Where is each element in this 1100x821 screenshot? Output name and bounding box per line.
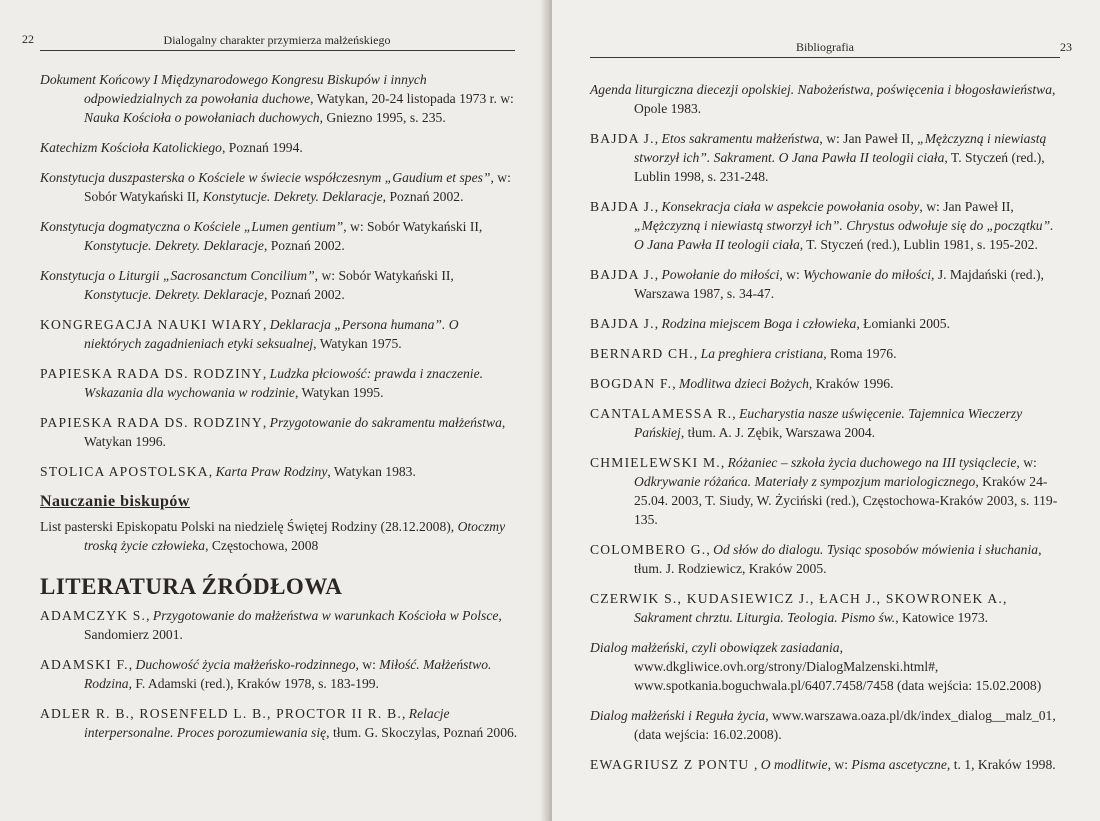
- entry-text: , Gniezno 1995, s. 235.: [319, 110, 446, 125]
- bibliography-entry: [40, 266, 518, 304]
- entry-author: CZERWIK S., KUDASIEWICZ J., ŁACH J., SKOWRONEK A.: [590, 591, 1003, 606]
- entry-text: List pasterski Episkopatu Polski na niedzielę Świętej Rodziny (28.12.2008),: [40, 519, 458, 534]
- bibliography-entry: [590, 314, 1066, 333]
- bibliography-entry: [590, 265, 1066, 303]
- entry-title: Rodzina miejscem Boga i człowieka: [661, 316, 857, 331]
- entry-text: , w: Sobór Watykański II,: [343, 219, 483, 234]
- entry-text: , Katowice 1973.: [895, 610, 989, 625]
- entry-title: Pisma ascetyczne: [851, 757, 947, 772]
- entry-text: , w: Jan Paweł II,: [819, 131, 918, 146]
- entry-text: ,: [720, 455, 728, 470]
- entry-text: , Kraków 24-25.04. 2003, T. Siudy, W. Życiński (red.), Częstochowa-Kraków 2003, s. 119-135.: [634, 474, 1058, 527]
- bibliography-entry: [590, 374, 1066, 393]
- entry-text: , w: Sobór Watykański II,: [314, 268, 454, 283]
- header-rule: [590, 57, 1060, 58]
- entry-text: ,: [654, 199, 662, 214]
- entry-title: Odkrywanie różańca. Materiały z sympozjum mariologicznego: [634, 474, 976, 489]
- entry-text: , w: Sobór Watykański II,: [84, 170, 511, 204]
- bishops-teaching-list: [40, 517, 518, 555]
- entry-author: CHMIELEWSKI M.: [590, 455, 721, 470]
- entry-text: , T. Styczeń (red.), Lublin 1981, s. 195-202.: [799, 237, 1038, 252]
- bibliography-entry: [590, 453, 1066, 529]
- entry-title: Konstytucja dogmatyczna o Kościele „Lumen gentium”: [40, 219, 344, 234]
- page-number: 22: [22, 32, 34, 46]
- entry-text: ,: [693, 346, 701, 361]
- left-page: [0, 0, 548, 821]
- bibliography-list: [590, 80, 1066, 774]
- entry-title: Eucharystia nasze uświęcenie. Tajemnica Wieczerzy Pańskiej: [634, 406, 1023, 440]
- entry-title: Konstytucja o Liturgii „Sacrosanctum Concilium”: [40, 268, 315, 283]
- entry-title: Nauka Kościoła o powołaniach duchowych: [84, 110, 320, 125]
- entry-title: Różaniec – szkoła życia duchowego na III tysiąclecie: [727, 455, 1017, 470]
- entry-title: Karta Praw Rodziny: [215, 464, 328, 479]
- entry-title: Otoczmy troską życie człowieka: [84, 519, 506, 553]
- entry-title: Przygotowanie do sakramentu małżeństwa: [269, 415, 502, 430]
- bibliography-entry: [590, 589, 1066, 627]
- entry-title: Powołanie do miłości: [661, 267, 780, 282]
- entry-text: ,: [732, 406, 740, 421]
- entry-title: Relacje interpersonalne. Proces porozumiewania się: [84, 706, 450, 740]
- running-head: Dialogalny charakter przymierza małżeńskiego: [163, 33, 391, 47]
- header-rule: [40, 50, 515, 51]
- entry-author: ADLER R. B., ROSENFELD L. B., PROCTOR II R. B.: [40, 706, 402, 721]
- bibliography-entry: [590, 638, 1066, 695]
- entry-text: , Sandomierz 2001.: [84, 608, 502, 642]
- entry-text: , J. Majdański (red.), Warszawa 1987, s. 34-47.: [634, 267, 1044, 301]
- bibliography-entry: [40, 217, 518, 255]
- page-number: 23: [1060, 40, 1072, 54]
- entry-text: , T. Styczeń (red.), Lublin 1998, s. 231-248.: [634, 150, 1045, 184]
- entry-author: ADAMCZYK S.: [40, 608, 147, 623]
- entry-text: ,: [654, 316, 662, 331]
- bibliography-entry: [40, 517, 518, 555]
- entry-text: , Poznań 2002.: [263, 287, 345, 302]
- bibliography-entry: [590, 80, 1066, 118]
- bibliography-entry: [590, 344, 1066, 363]
- entry-title: Ludzka płciowość: prawda i znaczenie. Wskazania dla wychowania w rodzinie: [84, 366, 484, 400]
- entry-text: ,: [128, 657, 136, 672]
- entry-title: Konstytucje. Dekrety. Deklaracje: [84, 287, 264, 302]
- entry-title: Modlitwa dzieci Bożych: [679, 376, 809, 391]
- entry-text: ,: [262, 317, 270, 332]
- bibliography-entry: [590, 706, 1066, 744]
- bibliography-entry: [40, 704, 518, 742]
- entry-text: , Watykan 1995.: [294, 385, 384, 400]
- entry-text: ,: [401, 706, 409, 721]
- bibliography-entry: [40, 138, 518, 157]
- section-heading-bishops: Nauczanie biskupów: [40, 493, 190, 510]
- entry-text: , w:: [1016, 455, 1037, 470]
- bibliography-entry: [40, 315, 518, 353]
- entry-title: O modlitwie: [760, 757, 828, 772]
- entry-title: Dokument Końcowy I Międzynarodowego Kongresu Biskupów i innych odpowiedzialnych za powołania duchowe: [40, 72, 427, 106]
- entry-text: , www.warszawa.oaza.pl/dk/index_dialog__malz_01, (data wejścia: 16.02.2008).: [634, 708, 1056, 742]
- entry-author: COLOMBERO G.: [590, 542, 707, 557]
- entry-author: BAJDA J.: [590, 316, 655, 331]
- entry-text: , Watykan 1996.: [84, 415, 506, 449]
- entry-title: Katechizm Kościoła Katolickiego: [40, 140, 222, 155]
- entry-title: Deklaracja „Persona humana”. O niektórych zagadnieniach etyki seksualnej: [84, 317, 459, 351]
- entry-text: ,: [1003, 591, 1007, 606]
- entry-text: ,: [146, 608, 153, 623]
- entry-text: ,: [654, 267, 662, 282]
- bibliography-entry: [590, 755, 1066, 774]
- right-page: [552, 0, 1100, 821]
- entry-author: BAJDA J.: [590, 131, 655, 146]
- entry-title: Etos sakramentu małżeństwa: [661, 131, 820, 146]
- entry-author: KONGREGACJA NAUKI WIARY: [40, 317, 263, 332]
- entry-text: , Łomianki 2005.: [856, 316, 950, 331]
- entry-text: , tłum. J. Rodziewicz, Kraków 2005.: [634, 542, 1042, 576]
- entry-author: EWAGRIUSZ Z PONTU: [590, 757, 754, 772]
- bibliography-entry: [590, 129, 1066, 186]
- entry-author: BOGDAN F.: [590, 376, 673, 391]
- entry-title: Konsekracja ciała w aspekcie powołania osoby: [661, 199, 920, 214]
- running-head: Bibliografia: [796, 40, 854, 54]
- entry-author: CANTALAMESSA R.: [590, 406, 733, 421]
- entry-title: Duchowość życia małżeńsko-rodzinnego: [135, 657, 356, 672]
- entry-text: ,: [672, 376, 680, 391]
- entry-text: ,: [208, 464, 216, 479]
- entry-text: , Watykan 1975.: [313, 336, 402, 351]
- entry-text: , Opole 1983.: [634, 82, 1056, 116]
- entry-text: , Kraków 1996.: [808, 376, 894, 391]
- entry-title: Konstytucja duszpasterska o Kościele w świecie współczesnym „Gaudium et spes”: [40, 170, 491, 185]
- official-documents-list: [40, 70, 518, 481]
- entry-author: PAPIESKA RADA DS. RODZINY: [40, 366, 263, 381]
- entry-text: , tłum. G. Skoczylas, Poznań 2006.: [326, 725, 518, 740]
- bibliography-entry: [590, 404, 1066, 442]
- entry-title: Dialog małżeński, czyli obowiązek zasiadania: [590, 640, 840, 655]
- entry-text: , w:: [827, 757, 852, 772]
- entry-title: Przygotowanie do małżeństwa w warunkach Kościoła w Polsce: [152, 608, 499, 623]
- bibliography-entry: [40, 364, 518, 402]
- entry-text: , t. 1, Kraków 1998.: [946, 757, 1056, 772]
- bibliography-entry: [590, 540, 1066, 578]
- entry-text: , Watykan, 20-24 listopada 1973 r. w:: [310, 91, 514, 106]
- bibliography-entry: [40, 70, 518, 127]
- right-column: [590, 80, 1066, 785]
- section-heading-sources: LITERATURA ŹRÓDŁOWA: [40, 574, 343, 599]
- entry-text: , F. Adamski (red.), Kraków 1978, s. 183-199.: [128, 676, 379, 691]
- entry-title: Agenda liturgiczna diecezji opolskiej. Nabożeństwa, poświęcenia i błogosławieństwa: [590, 82, 1053, 97]
- bibliography-entry: [40, 462, 518, 481]
- entry-title: Konstytucje. Dekrety. Deklaracje: [202, 189, 383, 204]
- entry-title: La preghiera cristiana: [700, 346, 824, 361]
- entry-text: , w:: [779, 267, 804, 282]
- entry-author: PAPIESKA RADA DS. RODZINY: [40, 415, 263, 430]
- bibliography-entry: [40, 168, 518, 206]
- entry-title: Dialog małżeński i Reguła życia: [590, 708, 766, 723]
- entry-text: , Poznań 2002.: [263, 238, 345, 253]
- entry-title: Wychowanie do miłości: [803, 267, 932, 282]
- entry-text: ,: [753, 757, 761, 772]
- entry-text: ,: [262, 415, 270, 430]
- entry-text: , Watykan 1983.: [327, 464, 416, 479]
- bibliography-entry: [40, 606, 518, 644]
- entry-text: ,: [706, 542, 714, 557]
- entry-title: Od słów do dialogu. Tysiąc sposobów mówienia i słuchania: [713, 542, 1039, 557]
- entry-text: , www.dkgliwice.ovh.org/strony/DialogMalzenski.html#, www.spotkania.boguchwala.pl/6407.7458/7458 (data wejścia: 15.02.2008): [634, 640, 1042, 693]
- entry-author: BAJDA J.: [590, 199, 655, 214]
- entry-text: , Częstochowa, 2008: [205, 538, 319, 553]
- entry-author: ADAMSKI F.: [40, 657, 129, 672]
- entry-text: , Poznań 1994.: [221, 140, 303, 155]
- entry-title: „Mężczyzną i niewiastą stworzył ich”. Chrystus odwołuje się do „początku”. O Jana Pawła II teologii ciała: [634, 218, 1054, 252]
- entry-text: ,: [654, 131, 662, 146]
- entry-text: , tłum. A. J. Zębik, Warszawa 2004.: [680, 425, 876, 440]
- bibliography-entry: [40, 655, 518, 693]
- entry-author: STOLICA APOSTOLSKA: [40, 464, 209, 479]
- entry-title: „Mężczyzną i niewiastą stworzył ich”. Sakrament. O Jana Pawła II teologii ciała: [634, 131, 1047, 165]
- source-literature-list: [40, 606, 518, 742]
- entry-text: , Poznań 2002.: [382, 189, 464, 204]
- bibliography-entry: [40, 413, 518, 451]
- entry-title: Konstytucje. Dekrety. Deklaracje: [84, 238, 264, 253]
- entry-title: Sakrament chrztu. Liturgia. Teologia. Pismo św.: [634, 610, 896, 625]
- entry-text: , Roma 1976.: [823, 346, 897, 361]
- entry-title: Miłość. Małżeństwo. Rodzina: [84, 657, 492, 691]
- bibliography-entry: [590, 197, 1066, 254]
- entry-text: ,: [262, 366, 270, 381]
- left-column: [40, 70, 518, 753]
- entry-text: , w: Jan Paweł II,: [919, 199, 1014, 214]
- entry-author: BAJDA J.: [590, 267, 655, 282]
- entry-text: , w:: [355, 657, 380, 672]
- entry-author: BERNARD CH.: [590, 346, 694, 361]
